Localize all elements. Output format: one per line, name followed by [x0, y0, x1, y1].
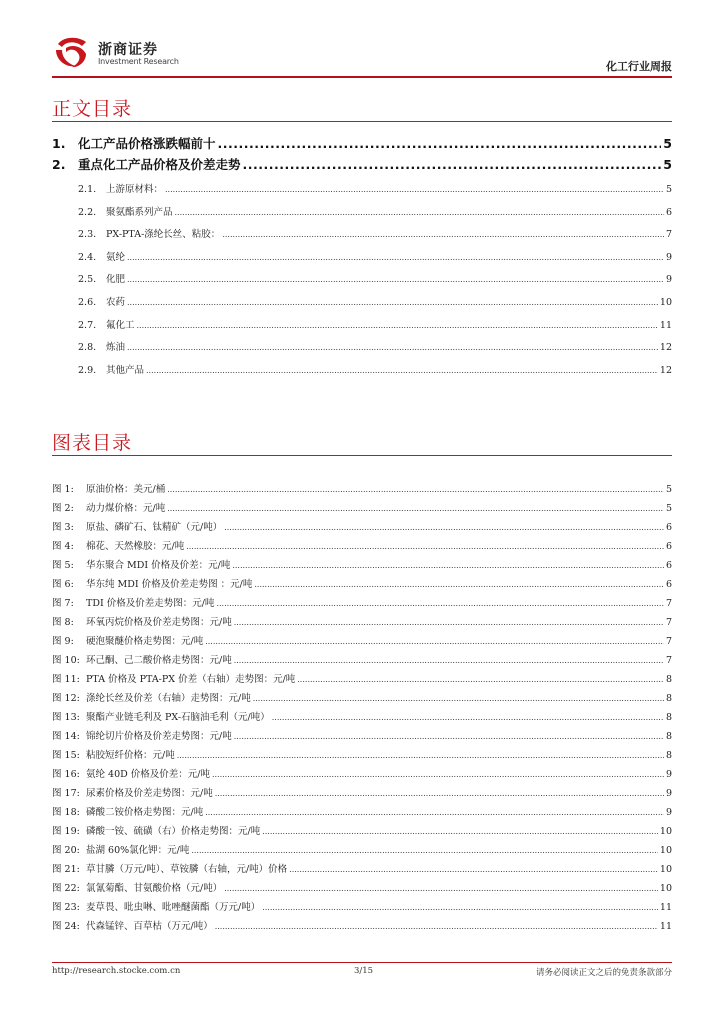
figure-entry-number: 图 10: [52, 655, 80, 666]
figure-entry[interactable] [52, 557, 672, 571]
toc-entry[interactable] [52, 204, 672, 218]
figure-entry-page: 10 [659, 883, 672, 894]
toc-entry[interactable] [52, 134, 672, 152]
toc-entry-label: 氟化工 [106, 319, 135, 331]
toc-leader-dots [146, 366, 658, 375]
toc-entry-number: 2.6. [78, 297, 97, 308]
toc-entry-page: 12 [659, 364, 672, 376]
figure-entry-label: 动力煤价格：元/吨 [86, 503, 166, 514]
figure-entry[interactable] [52, 671, 672, 685]
figure-entry-label: 尿素价格及价差走势图：元/吨 [86, 788, 213, 799]
figure-entry-number: 图 1: [52, 484, 74, 495]
figure-entry-label: 棉花、天然橡胶：元/吨 [86, 541, 185, 552]
brand-logo-icon [52, 36, 92, 70]
toc-entry-label: 重点化工产品价格及价差走势 [78, 157, 241, 172]
figure-entry-page: 9 [665, 769, 672, 780]
footer-url[interactable]: http://research.stocke.com.cn [52, 966, 181, 976]
figure-leader-dots [224, 884, 658, 893]
figure-entry-page: 7 [665, 617, 672, 628]
toc-entry-label: 炼油 [106, 342, 126, 354]
toc-entry-number: 2.2. [78, 206, 97, 218]
figure-entry-label: 草甘膦（万元/吨）、草铵膦（右轴，元/吨）价格 [86, 864, 288, 875]
figure-entry-page: 6 [665, 541, 672, 552]
figure-leader-dots [167, 504, 664, 513]
figure-entry-number: 图 2: [52, 503, 74, 514]
toc-entry[interactable] [52, 294, 672, 308]
figure-entry[interactable] [52, 595, 672, 609]
figure-entry-page: 8 [665, 731, 672, 742]
figure-entry-page: 8 [665, 693, 672, 704]
toc-entry-number: 2.8. [78, 342, 97, 354]
figure-leader-dots [186, 542, 664, 551]
footer-divider [52, 962, 672, 963]
brand-name: 浙商证券 [98, 42, 158, 58]
figure-leader-dots [234, 732, 664, 741]
figure-leader-dots [272, 713, 664, 722]
toc-entry[interactable] [52, 317, 672, 331]
toc-entry[interactable] [52, 339, 672, 353]
figure-entry-number: 图 14: [52, 731, 80, 742]
figure-entry-number: 图 11: [52, 674, 80, 685]
toc-leader-dots [127, 275, 664, 284]
figure-entry-label: 原盐、磷矿石、钛精矿（元/吨） [86, 522, 223, 533]
figure-leader-dots [234, 656, 664, 665]
figure-entry-page: 9 [665, 807, 672, 818]
figures-title-divider [52, 455, 672, 456]
toc-entry-number: 2.1. [78, 184, 97, 195]
figure-entry-label: 华东聚合 MDI 价格及价差：元/吨 [86, 560, 231, 571]
figure-entry-label: 代森锰锌、百草枯（万元/吨） [86, 921, 213, 932]
toc-entry-page: 5 [663, 157, 672, 172]
figure-leader-dots [262, 903, 658, 912]
figure-entry-number: 图 5: [52, 560, 74, 571]
figure-leader-dots [297, 675, 664, 684]
toc-entry-label: 氨纶 [106, 251, 126, 263]
figure-entry-label: 聚酯产业链毛利及 PX-石脑油毛利（元/吨） [86, 712, 270, 723]
toc-entry-number: 2.3. [78, 229, 97, 241]
toc-title: 正文目录 [52, 98, 133, 120]
figure-entry-page: 7 [665, 636, 672, 647]
toc-title-divider [52, 121, 672, 122]
figure-entry[interactable] [52, 861, 672, 875]
figure-entry-label: 氨纶 40D 价格及价差：元/吨 [86, 769, 210, 780]
figure-leader-dots [262, 827, 658, 836]
toc-entry[interactable] [52, 249, 672, 263]
figure-entry-number: 图 18: [52, 807, 80, 818]
figure-entry[interactable] [52, 538, 672, 552]
figure-entry-number: 图 15: [52, 750, 80, 761]
figure-entry-page: 10 [659, 826, 672, 837]
figure-entry[interactable] [52, 709, 672, 723]
figure-leader-dots [232, 561, 664, 570]
figure-entry[interactable] [52, 823, 672, 837]
figure-entry-number: 图 22: [52, 883, 80, 894]
figure-entry[interactable] [52, 614, 672, 628]
toc-leader-dots [218, 136, 662, 151]
toc-entry-label: PX-PTA-涤纶长丝、粘胶： [106, 229, 221, 241]
toc-entry-number: 2. [52, 157, 66, 172]
page-number: 3/15 [354, 966, 374, 976]
toc-entry-page: 12 [659, 342, 672, 354]
figure-entry-label: 硬泡聚醚价格走势图：元/吨 [86, 636, 204, 647]
figure-entry-number: 图 21: [52, 864, 80, 875]
figure-entry[interactable] [52, 500, 672, 514]
figure-entry-page: 11 [659, 902, 672, 913]
figure-entry-number: 图 7: [52, 598, 74, 609]
toc-leader-dots [137, 321, 658, 330]
figure-entry-label: PTA 价格及 PTA-PX 价差（右轴）走势图：元/吨 [86, 674, 296, 685]
toc-leader-dots [127, 343, 658, 352]
toc-leader-dots [165, 185, 664, 194]
figure-entry-number: 图 13: [52, 712, 80, 723]
toc-entry[interactable] [52, 362, 672, 376]
toc-entry-page: 5 [663, 136, 672, 151]
figure-entry-page: 10 [659, 845, 672, 856]
toc-leader-dots [243, 157, 662, 172]
figure-entry-page: 9 [665, 788, 672, 799]
figure-entry-number: 图 16: [52, 769, 80, 780]
toc-entry-page: 9 [665, 274, 672, 286]
figure-leader-dots [224, 523, 664, 532]
toc-entry-page: 10 [659, 297, 672, 308]
figure-entry-number: 图 12: [52, 693, 80, 704]
figure-entry-label: TDI 价格及价差走势图：元/吨 [86, 598, 215, 609]
figure-entry[interactable] [52, 728, 672, 742]
toc-entry-page: 11 [659, 319, 672, 331]
figure-entry-page: 8 [665, 750, 672, 761]
page-header [52, 30, 672, 76]
figure-entry-number: 图 23: [52, 902, 80, 913]
figure-entry[interactable] [52, 899, 672, 913]
figure-entry-label: 锦纶切片价格及价差走势图：元/吨 [86, 731, 232, 742]
figure-entry[interactable] [52, 842, 672, 856]
toc-entry-page: 9 [665, 251, 672, 263]
figure-leader-dots [167, 485, 664, 494]
figure-entry[interactable] [52, 481, 672, 495]
figure-leader-dots [253, 694, 664, 703]
figure-leader-dots [215, 922, 658, 931]
figure-leader-dots [289, 865, 658, 874]
figure-entry-page: 7 [665, 598, 672, 609]
figure-leader-dots [234, 618, 664, 627]
figure-entry-page: 8 [665, 712, 672, 723]
figure-entry-number: 图 19: [52, 826, 80, 837]
figure-leader-dots [177, 751, 664, 760]
figure-entry-number: 图 3: [52, 522, 74, 533]
figure-entry-label: 涤纶长丝及价差（右轴）走势图：元/吨 [86, 693, 251, 704]
figure-entry-label: 环己酮、己二酸价格走势图：元/吨 [86, 655, 232, 666]
figure-entry-page: 5 [665, 503, 672, 514]
toc-entry-page: 7 [665, 229, 672, 241]
toc-entry-label: 其他产品 [106, 364, 145, 376]
toc-leader-dots [175, 208, 664, 217]
toc-entry-number: 2.5. [78, 274, 97, 286]
figure-leader-dots [216, 599, 664, 608]
figure-leader-dots [215, 789, 664, 798]
toc-leader-dots [127, 298, 658, 307]
figure-entry-page: 7 [665, 655, 672, 666]
figure-entry-page: 6 [665, 560, 672, 571]
figure-entry-label: 氯氰菊酯、甘氨酸价格（元/吨） [86, 883, 223, 894]
toc-entry-page: 5 [665, 184, 672, 195]
figure-entry-label: 盐湖 60%氯化钾：元/吨 [86, 845, 190, 856]
figure-leader-dots [205, 637, 664, 646]
toc-entry[interactable] [52, 181, 672, 195]
figure-entry-number: 图 20: [52, 845, 80, 856]
toc-entry[interactable] [52, 226, 672, 240]
figure-entry-label: 磷酸二铵价格走势图：元/吨 [86, 807, 204, 818]
figure-entry-page: 8 [665, 674, 672, 685]
figure-entry[interactable] [52, 576, 672, 590]
toc-entry-label: 化肥 [106, 274, 126, 286]
toc-entry-label: 农药 [106, 297, 126, 308]
figure-entry-number: 图 4: [52, 541, 74, 552]
figure-entry-label: 原油价格：美元/桶 [86, 484, 166, 495]
toc-entry-page: 6 [665, 206, 672, 218]
figure-entry[interactable] [52, 690, 672, 704]
figure-entry-page: 6 [665, 579, 672, 590]
toc-entry-label: 化工产品价格涨跌幅前十 [78, 136, 216, 151]
toc-entry-number: 2.9. [78, 364, 97, 376]
figure-entry-label: 华东纯 MDI 价格及价差走势图 ：元/吨 [86, 579, 253, 590]
toc-entry-number: 2.4. [78, 251, 97, 263]
figure-entry[interactable] [52, 918, 672, 932]
figure-entry-label: 环氧丙烷价格及价差走势图：元/吨 [86, 617, 232, 628]
toc-leader-dots [222, 230, 664, 239]
figure-entry-number: 图 17: [52, 788, 80, 799]
figure-entry[interactable] [52, 785, 672, 799]
figure-entry-page: 11 [659, 921, 672, 932]
figures-title: 图表目录 [52, 432, 133, 454]
brand-subtitle: Investment Research [98, 57, 179, 66]
figure-entry-label: 磷酸一铵、硫磺（右）价格走势图：元/吨 [86, 826, 261, 837]
figure-entry[interactable] [52, 652, 672, 666]
figure-leader-dots [205, 808, 664, 817]
figure-entry-number: 图 6: [52, 579, 74, 590]
report-type: 化工行业周报 [606, 60, 672, 73]
figure-entry-page: 6 [665, 522, 672, 533]
figure-leader-dots [191, 846, 658, 855]
toc-entry[interactable] [52, 271, 672, 285]
figure-entry[interactable] [52, 633, 672, 647]
figure-entry-label: 粘胶短纤价格：元/吨 [86, 750, 175, 761]
header-divider [52, 76, 672, 78]
figure-entry[interactable] [52, 747, 672, 761]
figure-entry-number: 图 9: [52, 636, 74, 647]
figure-entry-page: 5 [665, 484, 672, 495]
figure-leader-dots [212, 770, 664, 779]
figure-entry[interactable] [52, 519, 672, 533]
figure-entry-page: 10 [659, 864, 672, 875]
toc-entry-label: 上游原材料： [106, 184, 164, 195]
toc-entry-number: 2.7. [78, 319, 97, 331]
figure-entry[interactable] [52, 766, 672, 780]
figure-entry[interactable] [52, 880, 672, 894]
figure-entry-number: 图 8: [52, 617, 74, 628]
toc-entry-number: 1. [52, 136, 66, 151]
figure-entry[interactable] [52, 804, 672, 818]
toc-entry-label: 聚氨酯系列产品 [106, 206, 173, 218]
figure-entry-label: 麦草畏、吡虫啉、吡唑醚菌酯（万元/吨） [86, 902, 261, 913]
figure-leader-dots [254, 580, 664, 589]
toc-leader-dots [127, 253, 664, 262]
footer-disclaimer: 请务必阅读正文之后的免责条款部分 [535, 968, 672, 978]
toc-entry[interactable] [52, 155, 672, 173]
figure-entry-number: 图 24: [52, 921, 80, 932]
